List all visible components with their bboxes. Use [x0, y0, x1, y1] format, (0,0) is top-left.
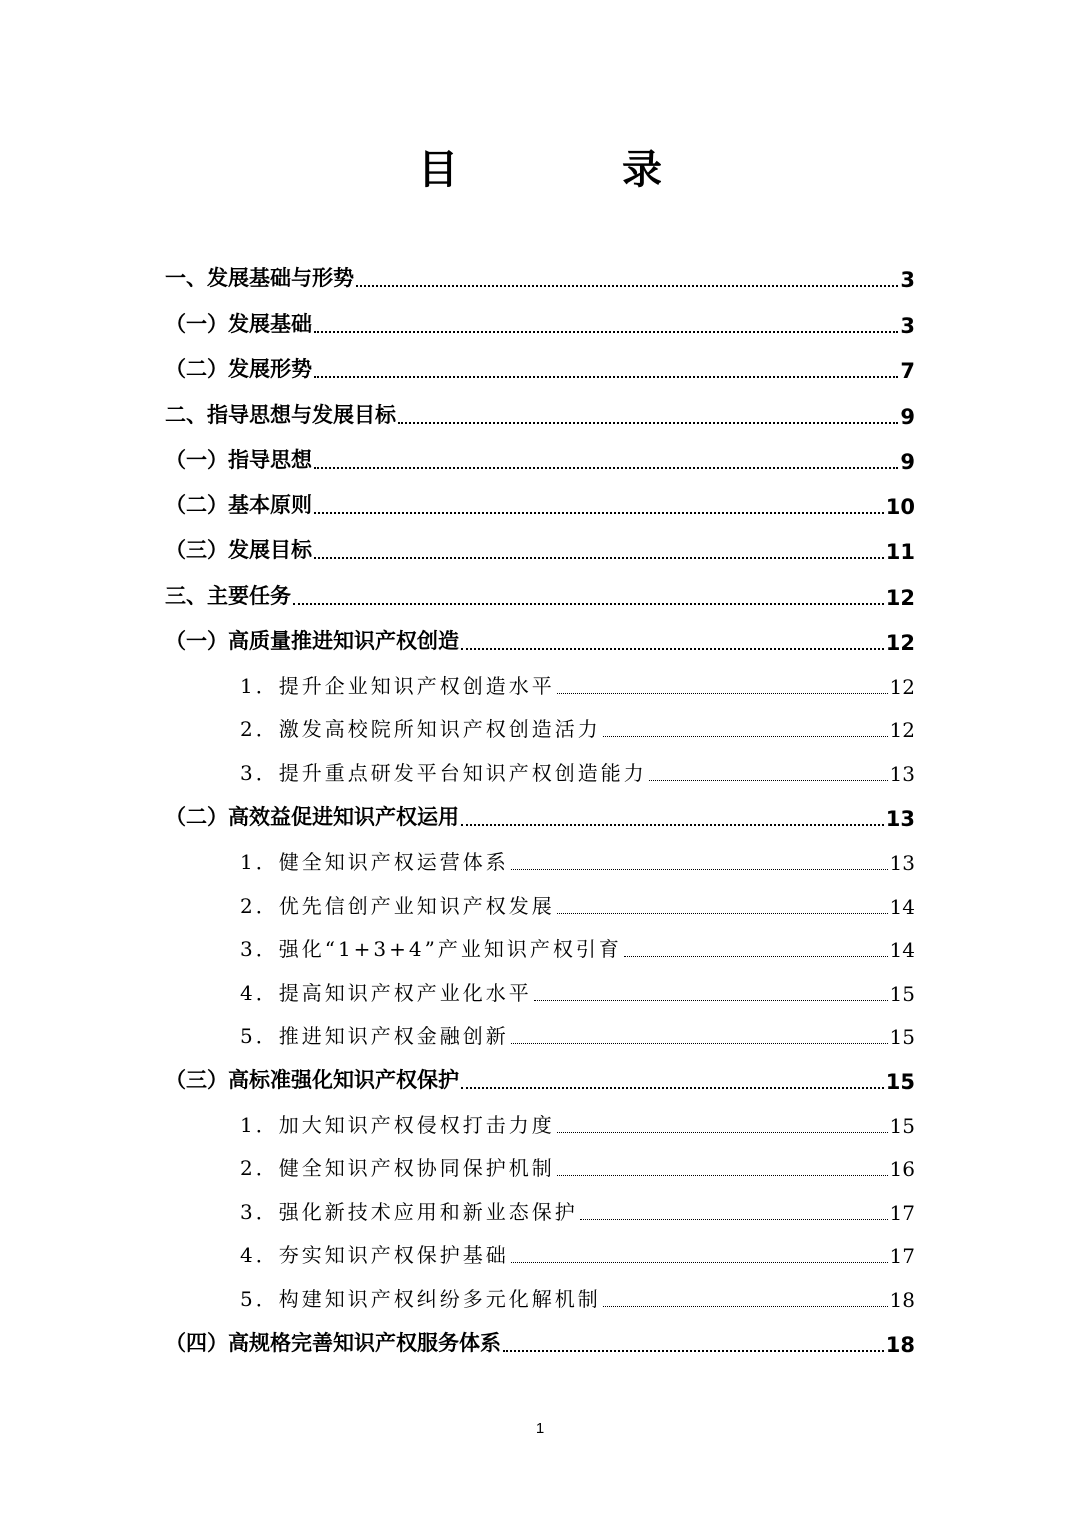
toc-entry-page: 13 [889, 762, 915, 786]
toc-entry[interactable] [240, 669, 915, 699]
toc-entry-label: 5．构建知识产权纠纷多元化解机制 [240, 1287, 601, 1311]
toc-entry-page: 14 [889, 938, 915, 962]
dot-leader [603, 1290, 888, 1307]
toc-entry-label: （一）指导思想 [165, 448, 312, 472]
toc-entry-label: （四）高规格完善知识产权服务体系 [165, 1331, 501, 1355]
dot-leader [461, 1071, 884, 1089]
toc-entry-label: 4．提高知识产权产业化水平 [240, 981, 532, 1005]
toc-entry-page: 13 [889, 851, 915, 875]
page-number: 1 [535, 1420, 545, 1437]
dot-leader [603, 720, 888, 737]
toc-entry[interactable] [165, 262, 915, 292]
toc-entry-label: 3．强化“1+3+4”产业知识产权引育 [240, 937, 622, 961]
toc-entry-page: 17 [889, 1201, 915, 1225]
dot-leader [534, 984, 888, 1001]
toc-entry[interactable] [165, 308, 915, 338]
toc-entry[interactable] [240, 976, 915, 1006]
toc-entry[interactable] [165, 444, 915, 474]
dot-leader [503, 1334, 884, 1352]
toc-entry[interactable] [165, 625, 915, 655]
toc-entry-page: 14 [889, 895, 915, 919]
toc-entry[interactable] [240, 932, 915, 962]
toc-entry-page: 15 [889, 982, 915, 1006]
toc-entry-page: 15 [889, 1114, 915, 1138]
toc-entry-page: 9 [900, 405, 915, 429]
dot-leader [356, 269, 898, 287]
dot-leader [557, 677, 888, 694]
dot-leader [557, 1159, 888, 1176]
toc-entry-page: 18 [889, 1288, 915, 1312]
toc-entry-label: 二、指导思想与发展目标 [165, 403, 396, 427]
toc-entry-label: 1．健全知识产权运营体系 [240, 850, 509, 874]
dot-leader [511, 1246, 888, 1263]
toc-entry-label: （三）发展目标 [165, 538, 312, 562]
dot-leader [398, 406, 898, 424]
toc-entry-label: （二）基本原则 [165, 493, 312, 517]
toc-entry-page: 10 [885, 495, 915, 519]
dot-leader [461, 808, 884, 826]
toc-entry[interactable] [240, 712, 915, 742]
dot-leader [314, 315, 898, 333]
toc-entry[interactable] [240, 1238, 915, 1268]
toc-entry-label: 1．提升企业知识产权创造水平 [240, 674, 555, 698]
toc-entry-label: 2．健全知识产权协同保护机制 [240, 1156, 555, 1180]
toc-entry-page: 9 [900, 450, 915, 474]
toc-entry-label: 1．加大知识产权侵权打击力度 [240, 1113, 555, 1137]
dot-leader [511, 1027, 888, 1044]
dot-leader [314, 360, 898, 378]
toc-entry[interactable] [165, 489, 915, 519]
toc-entry[interactable] [240, 845, 915, 875]
toc-entry-label: 2．优先信创产业知识产权发展 [240, 894, 555, 918]
toc-entry-page: 12 [885, 631, 915, 655]
toc-entry-page: 12 [885, 586, 915, 610]
toc-entry[interactable] [165, 801, 915, 831]
dot-leader [314, 451, 898, 469]
toc-entry-label: 一、发展基础与形势 [165, 266, 354, 290]
toc-entry-page: 15 [889, 1025, 915, 1049]
toc-entry-page: 16 [889, 1157, 915, 1181]
toc-entry[interactable] [240, 1195, 915, 1225]
toc-entry-label: （二）高效益促进知识产权运用 [165, 805, 459, 829]
toc-entry-page: 12 [889, 718, 915, 742]
toc-entry-page: 18 [885, 1333, 915, 1357]
toc-entry[interactable] [165, 1064, 915, 1094]
dot-leader [557, 897, 888, 914]
toc-entry-page: 15 [885, 1070, 915, 1094]
toc-entry[interactable] [240, 1108, 915, 1138]
toc-entry[interactable] [165, 353, 915, 383]
toc-entry[interactable] [165, 399, 915, 429]
toc-entry[interactable] [240, 889, 915, 919]
toc-entry-label: 三、主要任务 [165, 584, 291, 608]
toc-entry-page: 17 [889, 1244, 915, 1268]
dot-leader [461, 632, 884, 650]
toc-entry[interactable] [240, 1019, 915, 1049]
toc-entry-label: （三）高标准强化知识产权保护 [165, 1068, 459, 1092]
toc-entry-label: 3．提升重点研发平台知识产权创造能力 [240, 761, 647, 785]
toc-entry[interactable] [240, 1151, 915, 1181]
dot-leader [511, 853, 888, 870]
toc-entry[interactable] [165, 1327, 915, 1357]
toc-entry-page: 3 [900, 314, 915, 338]
toc-title: 目 录 [418, 147, 724, 193]
dot-leader [293, 587, 884, 605]
dot-leader [649, 764, 888, 781]
toc-entry[interactable] [240, 756, 915, 786]
toc-entry[interactable] [240, 1282, 915, 1312]
dot-leader [314, 496, 884, 514]
toc-entry-label: 4．夯实知识产权保护基础 [240, 1243, 509, 1267]
toc-entry-label: 2．激发高校院所知识产权创造活力 [240, 717, 601, 741]
toc-entry-label: （一）高质量推进知识产权创造 [165, 629, 459, 653]
toc-entry-label: （二）发展形势 [165, 357, 312, 381]
dot-leader [557, 1116, 888, 1133]
toc-entry-page: 7 [900, 359, 915, 383]
dot-leader [314, 541, 884, 559]
dot-leader [624, 940, 888, 957]
toc-entry-page: 11 [885, 540, 915, 564]
dot-leader [580, 1203, 888, 1220]
toc-entry-label: 5．推进知识产权金融创新 [240, 1024, 509, 1048]
toc-entry-label: 3．强化新技术应用和新业态保护 [240, 1200, 578, 1224]
toc-entry-page: 13 [885, 807, 915, 831]
toc-entry[interactable] [165, 580, 915, 610]
toc-entry[interactable] [165, 534, 915, 564]
toc-entry-page: 3 [900, 268, 915, 292]
toc-entry-page: 12 [889, 675, 915, 699]
toc-entry-label: （一）发展基础 [165, 312, 312, 336]
